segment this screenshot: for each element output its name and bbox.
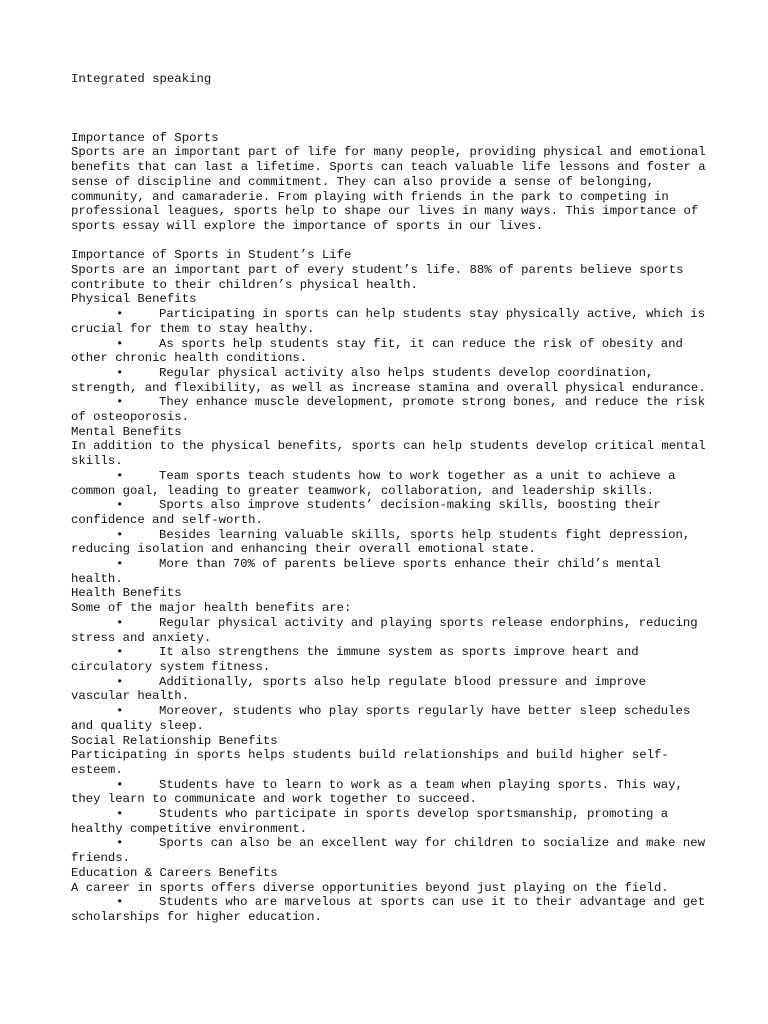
bullet-item <box>71 704 711 733</box>
bullet-item <box>71 836 711 865</box>
intro-heading: Importance of Sports <box>71 130 219 145</box>
bullet-text: Students who participate in sports develop sportsmanship, promoting a healthy competitive environment. <box>71 807 669 836</box>
bullet-text: Students who are marvelous at sports can use it to their advantage and get scholarships for higher education. <box>71 895 706 924</box>
bullet-item <box>71 895 711 924</box>
section-heading-education: Education & Careers Benefits <box>71 865 278 880</box>
bullet-item <box>71 366 711 395</box>
section-intro-health: Some of the major health benefits are: <box>71 601 352 616</box>
bullet-item <box>71 469 711 498</box>
bullet-text: Students have to learn to work as a team when playing sports. This way, they learn to communicate and work together to succeed. <box>71 777 683 807</box>
bullet-item <box>71 337 711 366</box>
bullet-icon: • <box>116 836 124 851</box>
bullet-text: They enhance muscle development, promote strong bones, and reduce the risk of osteoporosis. <box>71 395 706 425</box>
bullet-text: It also strengthens the immune system as sports improve heart and circulatory system fitness. <box>71 645 639 674</box>
bullet-item <box>71 498 711 527</box>
bullet-item <box>71 778 711 807</box>
bullet-item <box>71 645 711 674</box>
bullet-item <box>71 395 711 424</box>
bullet-icon: • <box>116 674 124 689</box>
bullet-text: More than 70% of parents believe sports enhance their child’s mental health. <box>71 557 661 586</box>
bullet-icon: • <box>116 395 124 410</box>
bullet-text: As sports help students stay fit, it can reduce the risk of obesity and other chronic health conditions. <box>71 336 683 366</box>
bullet-icon: • <box>116 615 124 630</box>
bullet-text: Additionally, sports also help regulate blood pressure and improve vascular health. <box>71 674 647 704</box>
title-gap <box>71 87 711 131</box>
bullet-icon: • <box>116 498 124 513</box>
bullet-icon: • <box>116 336 124 351</box>
bullet-item <box>71 616 711 645</box>
bullet-text: Besides learning valuable skills, sports help students fight depression, reducing isolation and enhancing their overall emotional state. <box>71 527 691 557</box>
bullet-text: Moreover, students who play sports regularly have better sleep schedules and quality sleep. <box>71 704 691 733</box>
bullet-icon: • <box>116 704 124 719</box>
paragraph-gap <box>71 234 711 249</box>
section-heading-health: Health Benefits <box>71 586 182 601</box>
section-heading-social: Social Relationship Benefits <box>71 733 278 748</box>
section-intro-education: A career in sports offers diverse opportunities beyond just playing on the field. <box>71 880 669 895</box>
bullet-icon: • <box>116 777 124 792</box>
bullet-text: Sports can also be an excellent way for children to socialize and make new friends. <box>71 836 706 866</box>
bullet-text: Sports also improve students’ decision-making skills, boosting their confidence and self-worth. <box>71 498 661 527</box>
document-title: Integrated speaking <box>71 72 212 86</box>
section-intro-mental: In addition to the physical benefits, sports can help students develop critical mental skills. <box>71 439 706 469</box>
bullet-icon: • <box>116 807 124 822</box>
student-heading: Importance of Sports in Student’s Life <box>71 248 352 263</box>
bullet-item <box>71 528 711 557</box>
bullet-item <box>71 675 711 704</box>
bullet-text: Regular physical activity and playing sports release endorphins, reducing stress and anxiety. <box>71 615 698 645</box>
student-paragraph: Sports are an important part of every student’s life. 88% of parents believe sports contribute to their children’s physical health. <box>71 263 684 292</box>
section-heading-physical: Physical Benefits <box>71 292 197 307</box>
bullet-text: Regular physical activity also helps students develop coordination, strength, and flexibility, as well as increase stamina and overall physical endurance. <box>71 365 706 395</box>
bullet-icon: • <box>116 365 124 380</box>
bullet-text: Team sports teach students how to work together as a unit to achieve a common goal, leading to greater teamwork, collaboration, and leadership skills. <box>71 468 676 498</box>
section-heading-mental: Mental Benefits <box>71 424 182 439</box>
bullet-icon: • <box>116 307 124 322</box>
bullet-item <box>71 307 711 336</box>
section-intro-social: Participating in sports helps students build relationships and build higher self-esteem. <box>71 748 669 777</box>
bullet-icon: • <box>116 468 124 483</box>
intro-paragraph: Sports are an important part of life for many people, providing physical and emotional benefits that can last a lifetime. Sports can teach valuable life lessons and foster a sense of discipline and commitment. They can also provide a sense of belonging, community, and camaraderie. From playing with friends in the park to competing in professional leagues, sports help to shape our lives in many ways. This importance of sports essay will explore the importance of sports in our lives. <box>71 145 706 233</box>
bullet-icon: • <box>116 557 124 572</box>
bullet-text: Participating in sports can help students stay physically active, which is crucial for them to stay healthy. <box>71 307 706 336</box>
document-page <box>71 72 711 925</box>
bullet-icon: • <box>116 527 124 542</box>
bullet-icon: • <box>116 645 124 660</box>
bullet-icon: • <box>116 895 124 910</box>
bullet-item <box>71 557 711 586</box>
bullet-item <box>71 807 711 836</box>
